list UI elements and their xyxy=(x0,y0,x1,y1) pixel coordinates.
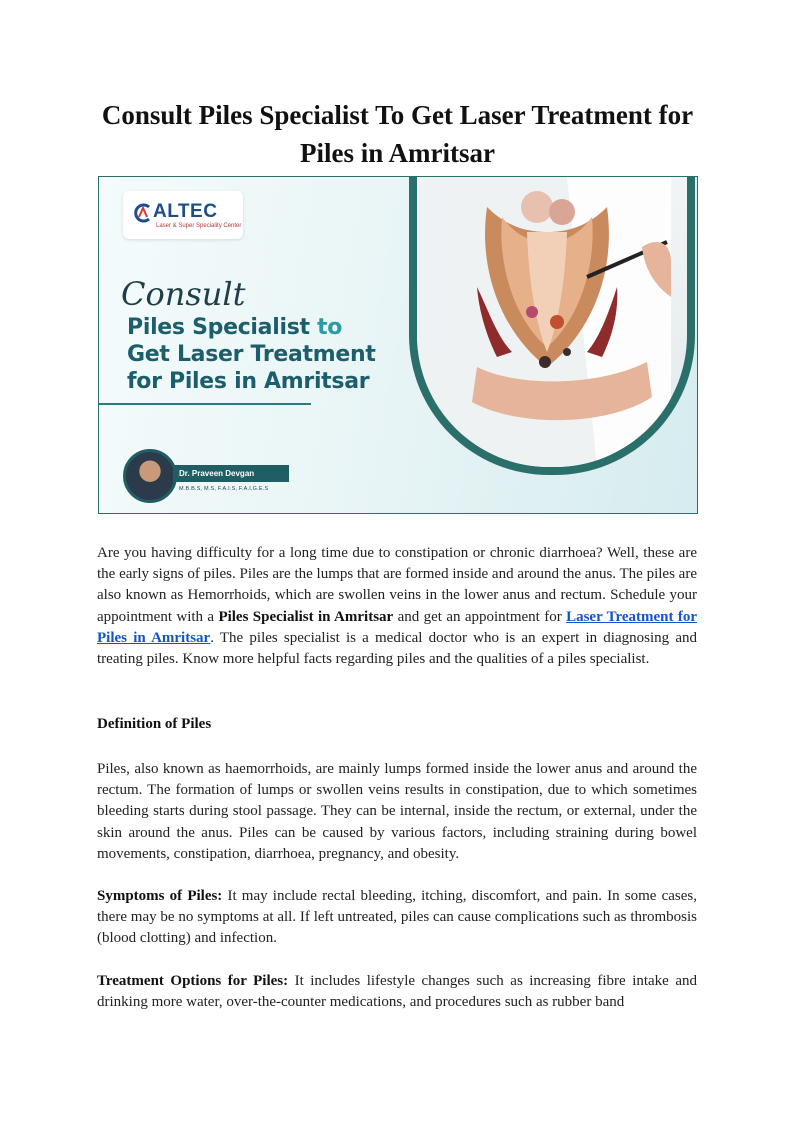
banner-headline-main: Piles Specialist xyxy=(127,315,310,340)
banner-script-word: Consult xyxy=(121,275,246,313)
anatomy-model-illustration xyxy=(417,176,671,467)
hero-banner-image xyxy=(98,176,698,514)
banner-headline-accent: to xyxy=(317,315,343,340)
doctor-avatar xyxy=(123,449,177,503)
banner-headline-line-3: for Piles in Amritsar xyxy=(127,369,370,394)
definition-heading: Definition of Piles xyxy=(97,716,212,732)
intro-paragraph xyxy=(97,543,697,670)
doctor-credentials: M.B.B.S, M.S, F.A.I.S, F.A.I.G.E.S xyxy=(179,486,269,492)
anatomy-illustration-frame xyxy=(409,176,695,475)
intro-text-2: and get an appointment for xyxy=(393,608,567,625)
logo-mark-icon xyxy=(133,203,153,223)
logo-name: ALTEC xyxy=(153,201,218,222)
symptoms-label: Symptoms of Piles: xyxy=(97,888,223,904)
definition-paragraph: Piles, also known as haemorrhoids, are mainly lumps formed inside the lower anus and around the rectum. The formation of lumps or swollen veins results in constipation, due to which sometimes bleeding starts during stool passage. They can be internal, inside the rectum, or external, under the skin around the anus. Piles can be caused by various factors, including straining during bowel movements, constipation, diarrhoea, pregnancy, and obesity. xyxy=(97,761,697,862)
banner-divider xyxy=(99,403,311,405)
banner-headline-line-1 xyxy=(127,315,342,340)
treatment-label: Treatment Options for Piles: xyxy=(97,973,289,989)
symptoms-paragraph xyxy=(97,886,697,950)
intro-text-3: . The piles specialist is a medical doctor who is an expert in diagnosing and treating piles. Know more helpful facts regarding piles and the qualities of a piles specialist. xyxy=(97,629,697,668)
symptoms-text: It may include rectal bleeding, itching, discomfort, and pain. In some cases, there may be no symptoms at all. If left untreated, piles can cause complications such as thrombosis (blood clotting) and infection. xyxy=(97,888,697,947)
laser-treatment-link[interactable]: Laser Treatment for Piles in Amritsar xyxy=(97,608,698,646)
intro-text-1: Are you having difficulty for a long time due to constipation or chronic diarrhoea? Well, these are the early signs of piles. Piles are the lumps that are formed inside and around the anus. The piles are also known as Hemorrhoids, which are swollen veins in the lower anus and rectum. Schedule your appointment with a xyxy=(97,545,697,625)
page-title: Consult Piles Specialist To Get Laser Treatment for Piles in Amritsar xyxy=(101,100,694,168)
treatment-text: It includes lifestyle changes such as increasing fibre intake and drinking more water, over-the-counter medications, and procedures such as rubber band xyxy=(97,973,697,1011)
treatment-paragraph xyxy=(97,971,697,1013)
altec-logo xyxy=(123,191,243,239)
logo-tagline: Laser & Super Speciality Center xyxy=(156,223,242,229)
doctor-name-badge: Dr. Praveen Devgan xyxy=(173,465,289,482)
intro-bold-keyword: Piles Specialist in Amritsar xyxy=(218,608,394,625)
banner-headline-line-2: Get Laser Treatment xyxy=(127,342,376,367)
